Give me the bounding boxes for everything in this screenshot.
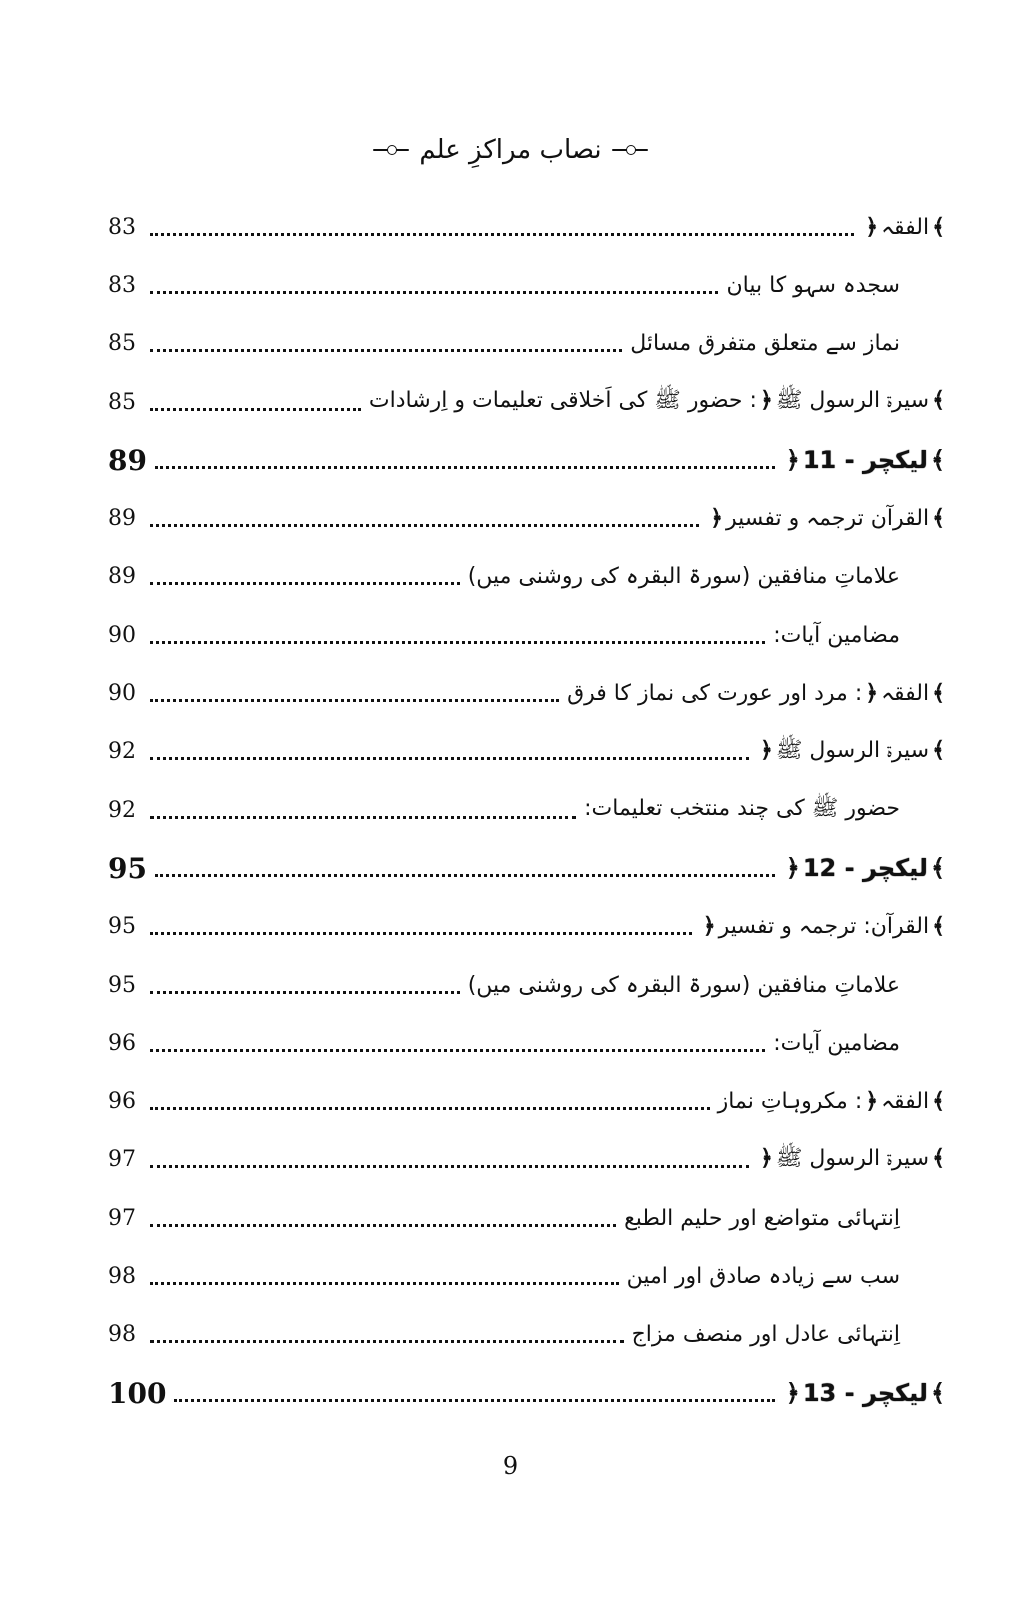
toc-entry-label (632, 1322, 900, 1347)
toc-page-number: 97 (108, 1205, 136, 1231)
toc-entry-label (757, 1144, 948, 1176)
toc-entry-label (718, 1089, 948, 1114)
toc-page-number: 95 (108, 914, 136, 940)
ornate-bracket-open-icon: ﴾ (930, 1379, 945, 1408)
toc-entry-heading: نماز سے متعلق متفرق مسائل (630, 331, 900, 357)
toc-entry-heading: مضامین آیات: (773, 622, 900, 648)
toc-row (108, 781, 948, 839)
ornate-bracket-open-icon: ﴾ (932, 737, 945, 763)
table-of-contents (108, 198, 948, 1422)
ornate-bracket-close-icon: ﴿ (702, 914, 716, 940)
ornate-bracket-close-icon: ﴿ (785, 446, 800, 475)
page-number: 9 (502, 1452, 519, 1480)
toc-entry-heading: سجدہ سہو کا بیان (726, 272, 900, 298)
toc-entry-heading: سب سے زیادہ صادق اور امین (626, 1263, 900, 1289)
toc-page-number: 92 (108, 739, 136, 765)
toc-entry-label (773, 623, 900, 648)
dot-leader (150, 1049, 765, 1052)
toc-entry-heading: اِنتہائی عادل اور منصف مزاج (631, 1322, 900, 1348)
ornate-bracket-close-icon: ﴿ (759, 388, 773, 414)
dot-leader (150, 291, 718, 294)
ornate-bracket-open-icon: ﴾ (932, 214, 945, 240)
toc-row (108, 664, 948, 722)
ornate-bracket-close-icon: ﴿ (759, 737, 773, 763)
running-header (0, 130, 1021, 170)
dot-leader (150, 1224, 616, 1227)
toc-page-number: 89 (108, 443, 147, 477)
toc-entry-label (369, 386, 948, 418)
toc-entry-heading: سیرۃ الرسول ﷺ (775, 388, 930, 414)
toc-entry-label (627, 1264, 900, 1289)
toc-page-number: 85 (108, 389, 136, 415)
toc-lecture-row (108, 839, 948, 897)
toc-row (108, 898, 948, 956)
toc-entry-subtitle: : مکروہاتِ نماز (717, 1089, 863, 1115)
ornate-bracket-close-icon: ﴿ (785, 1379, 800, 1408)
toc-entry-heading: لیکچر - 11 (802, 446, 928, 475)
ornate-bracket-open-icon: ﴾ (932, 914, 945, 940)
toc-page-number: 90 (108, 681, 136, 707)
dot-leader (150, 1165, 749, 1168)
toc-row (108, 1072, 948, 1130)
toc-page-number: 96 (108, 1030, 136, 1056)
toc-row (108, 606, 948, 664)
toc-entry-heading: سیرۃ الرسول ﷺ (775, 1145, 930, 1171)
dot-leader (155, 466, 775, 469)
toc-row (108, 315, 948, 373)
toc-entry-label (468, 973, 900, 998)
toc-page-number: 96 (108, 1089, 136, 1115)
dot-leader (155, 874, 775, 877)
toc-row (108, 1306, 948, 1364)
toc-entry-label (707, 506, 948, 531)
toc-entry-heading: علاماتِ منافقین (سورۃ البقرہ کی روشنی میں) (467, 564, 900, 590)
ornate-bracket-close-icon: ﴿ (865, 214, 879, 240)
ornate-bracket-open-icon: ﴾ (932, 388, 945, 414)
dot-leader (150, 1340, 624, 1343)
toc-entry-heading: الفقہ (881, 1089, 930, 1115)
toc-row (108, 1014, 948, 1072)
ornament-icon (612, 145, 648, 155)
toc-row (108, 548, 948, 606)
dot-leader (150, 1107, 710, 1110)
ornate-bracket-close-icon: ﴿ (785, 854, 800, 883)
toc-entry-label (567, 681, 948, 706)
toc-page-number: 92 (108, 797, 136, 823)
dot-leader (150, 641, 765, 644)
toc-entry-label (700, 914, 948, 939)
toc-row (108, 956, 948, 1014)
toc-entry-heading: لیکچر - 12 (802, 854, 928, 883)
toc-lecture-row (108, 431, 948, 489)
toc-entry-heading: القرآن: ترجمہ و تفسیر (718, 914, 930, 940)
dot-leader (174, 1399, 774, 1402)
toc-entry-heading: علاماتِ منافقین (سورۃ البقرہ کی روشنی میں) (467, 972, 900, 998)
toc-row (108, 1131, 948, 1189)
dot-leader (150, 991, 460, 994)
dot-leader (150, 699, 559, 702)
dot-leader (150, 408, 361, 411)
toc-entry-label (630, 331, 900, 356)
toc-entry-label (726, 273, 900, 298)
ornate-bracket-open-icon: ﴾ (932, 681, 945, 707)
toc-entry-subtitle: : حضور ﷺ کی اَخلاقی تعلیمات و اِرشادات (368, 388, 757, 414)
toc-page-number: 89 (108, 564, 136, 590)
ornate-bracket-close-icon: ﴿ (865, 1089, 879, 1115)
toc-row (108, 256, 948, 314)
toc-page-number: 95 (108, 972, 136, 998)
toc-page-number: 83 (108, 272, 136, 298)
toc-page-number: 83 (108, 214, 136, 240)
toc-page-number: 85 (108, 331, 136, 357)
toc-entry-label (783, 854, 948, 882)
ornate-bracket-close-icon: ﴿ (865, 681, 879, 707)
toc-entry-heading: سیرۃ الرسول ﷺ (775, 737, 930, 763)
dot-leader (150, 932, 692, 935)
toc-row (108, 1247, 948, 1305)
toc-entry-label (783, 446, 948, 474)
toc-lecture-row (108, 1364, 948, 1422)
running-header-title: نصاب مراکزِ علم (419, 135, 602, 165)
ornate-bracket-open-icon: ﴾ (932, 506, 945, 532)
dot-leader (150, 816, 576, 819)
toc-entry-subtitle: : مرد اور عورت کی نماز کا فرق (567, 681, 863, 707)
toc-row (108, 723, 948, 781)
toc-page-number: 98 (108, 1322, 136, 1348)
toc-row (108, 373, 948, 431)
toc-page-number: 98 (108, 1263, 136, 1289)
toc-page-number: 89 (108, 506, 136, 532)
ornate-bracket-close-icon: ﴿ (759, 1145, 773, 1171)
toc-entry-label (624, 1206, 900, 1231)
toc-entry-label (862, 215, 948, 240)
toc-entry-heading: الفقہ (881, 214, 930, 240)
dot-leader (150, 349, 622, 352)
dot-leader (150, 233, 854, 236)
dot-leader (150, 582, 460, 585)
ornate-bracket-close-icon: ﴿ (710, 506, 724, 532)
toc-row (108, 198, 948, 256)
ornate-bracket-open-icon: ﴾ (930, 446, 945, 475)
toc-entry-heading: مضامین آیات: (773, 1030, 900, 1056)
toc-page-number: 97 (108, 1147, 136, 1173)
toc-entry-heading: لیکچر - 13 (802, 1379, 928, 1408)
toc-entry-label (773, 1031, 900, 1056)
toc-entry-heading: حضور ﷺ کی چند منتخب تعلیمات: (584, 796, 900, 822)
toc-entry-heading: القرآن ترجمہ و تفسیر (726, 506, 930, 532)
toc-entry-label (783, 1379, 948, 1407)
ornate-bracket-open-icon: ﴾ (932, 1089, 945, 1115)
toc-entry-label (757, 736, 948, 768)
toc-row (108, 489, 948, 547)
toc-page-number: 90 (108, 622, 136, 648)
ornate-bracket-open-icon: ﴾ (930, 854, 945, 883)
dot-leader (150, 524, 699, 527)
toc-entry-heading: اِنتہائی متواضع اور حلیم الطبع (624, 1205, 900, 1231)
dot-leader (150, 757, 749, 760)
ornament-icon (373, 145, 409, 155)
toc-row (108, 1189, 948, 1247)
toc-page-number: 100 (108, 1376, 167, 1410)
toc-page-number: 95 (108, 851, 147, 885)
dot-leader (150, 1282, 619, 1285)
toc-entry-label (468, 564, 900, 589)
ornate-bracket-open-icon: ﴾ (932, 1145, 945, 1171)
toc-entry-heading: الفقہ (881, 681, 930, 707)
toc-entry-label (584, 794, 900, 826)
